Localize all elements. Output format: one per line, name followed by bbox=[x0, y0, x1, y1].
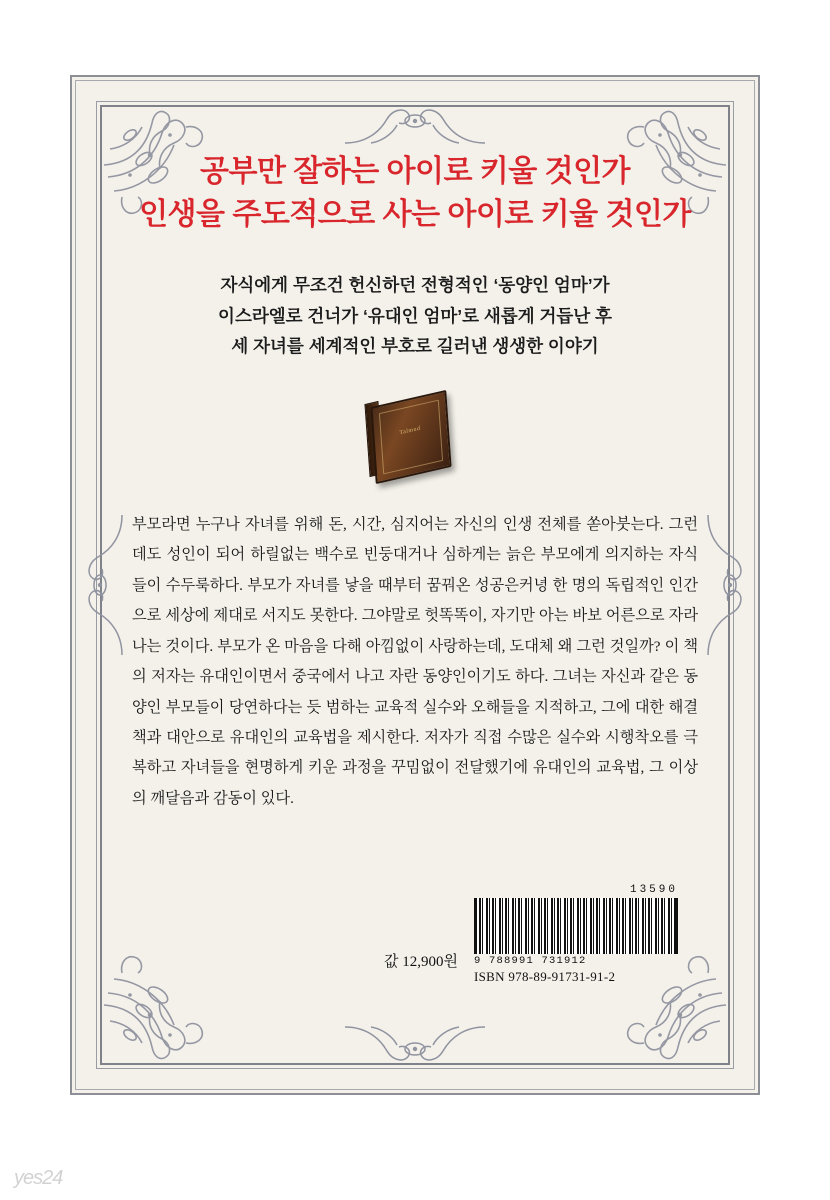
cover-headline bbox=[128, 151, 702, 236]
barcode-digits: 9 788991 731912 bbox=[474, 955, 587, 967]
barcode-addon-code: 13590 bbox=[629, 884, 678, 896]
site-watermark: yes24 bbox=[14, 1167, 63, 1189]
ornament-edge-icon bbox=[702, 505, 748, 665]
price-label: 값 12,900원 bbox=[384, 954, 458, 970]
subhead-line-1: 자식에게 무조건 헌신하던 전형적인 ‘동양인 엄마’가 bbox=[220, 275, 610, 296]
headline-line-1: 공부만 잘하는 아이로 키울 것인가 bbox=[199, 155, 631, 188]
ornament-edge-icon bbox=[82, 505, 128, 665]
cover-content bbox=[128, 133, 702, 1037]
book-back-cover bbox=[70, 75, 760, 1095]
book-thumbnail-image bbox=[365, 398, 465, 480]
barcode-block bbox=[474, 884, 684, 985]
subhead-line-3: 세 자녀를 세계적인 부호로 길러낸 생생한 이야기 bbox=[231, 336, 599, 357]
cover-bottom-row bbox=[128, 884, 702, 985]
subhead-line-2: 이스라엘로 건너가 ‘유대인 엄마’로 새롭게 거듭난 후 bbox=[218, 305, 612, 326]
isbn-label: ISBN 978-89-91731-91-2 bbox=[474, 969, 616, 984]
book-thumbnail-title: Talmud bbox=[399, 425, 421, 437]
cover-body-text: 부모라면 누구나 자녀를 위해 돈, 시간, 심지어는 자신의 인생 전체를 쏟아붓는다. 그런데도 성인이 되어 하릴없는 백수로 빈둥대거나 심하게는 늙은 부모에게 의지하는 자식들이 수두룩하다. 부모가 자녀를 낳을 때부터 꿈꿔온 성공은커녕 한 명의 독립적인 인간으로 세상에 제대로 서지도 못한다. 그야말로 헛똑똑이, 자기만 아는 바보 어른으로 자라나는 것이다. 부모가 온 마음을 다해 아낌없이 사랑하는데, 도대체 왜 그런 것일까? 이 책의 저자는 유대인이면서 중국에서 나고 자란 동양인이기도 하다. 그녀는 자신과 같은 동양인 부모들이 당연하다는 듯 범하는 교육적 실수와 오해들을 지적하고, 그에 대한 해결책과 대안으로 유대인의 교육법을 제시한다. 저자가 직접 수많은 실수와 시행착오를 극복하고 자녀들을 현명하게 키운 과정을 꾸밈없이 전달했기에 유대인의 교육법, 그 이상의 깨달음과 감동이 있다. bbox=[132, 516, 698, 807]
price-block bbox=[384, 950, 458, 985]
headline-line-2: 인생을 주도적으로 사는 아이로 키울 것인가 bbox=[139, 197, 691, 231]
cover-subheadline bbox=[128, 270, 702, 362]
barcode-bars bbox=[474, 898, 678, 954]
